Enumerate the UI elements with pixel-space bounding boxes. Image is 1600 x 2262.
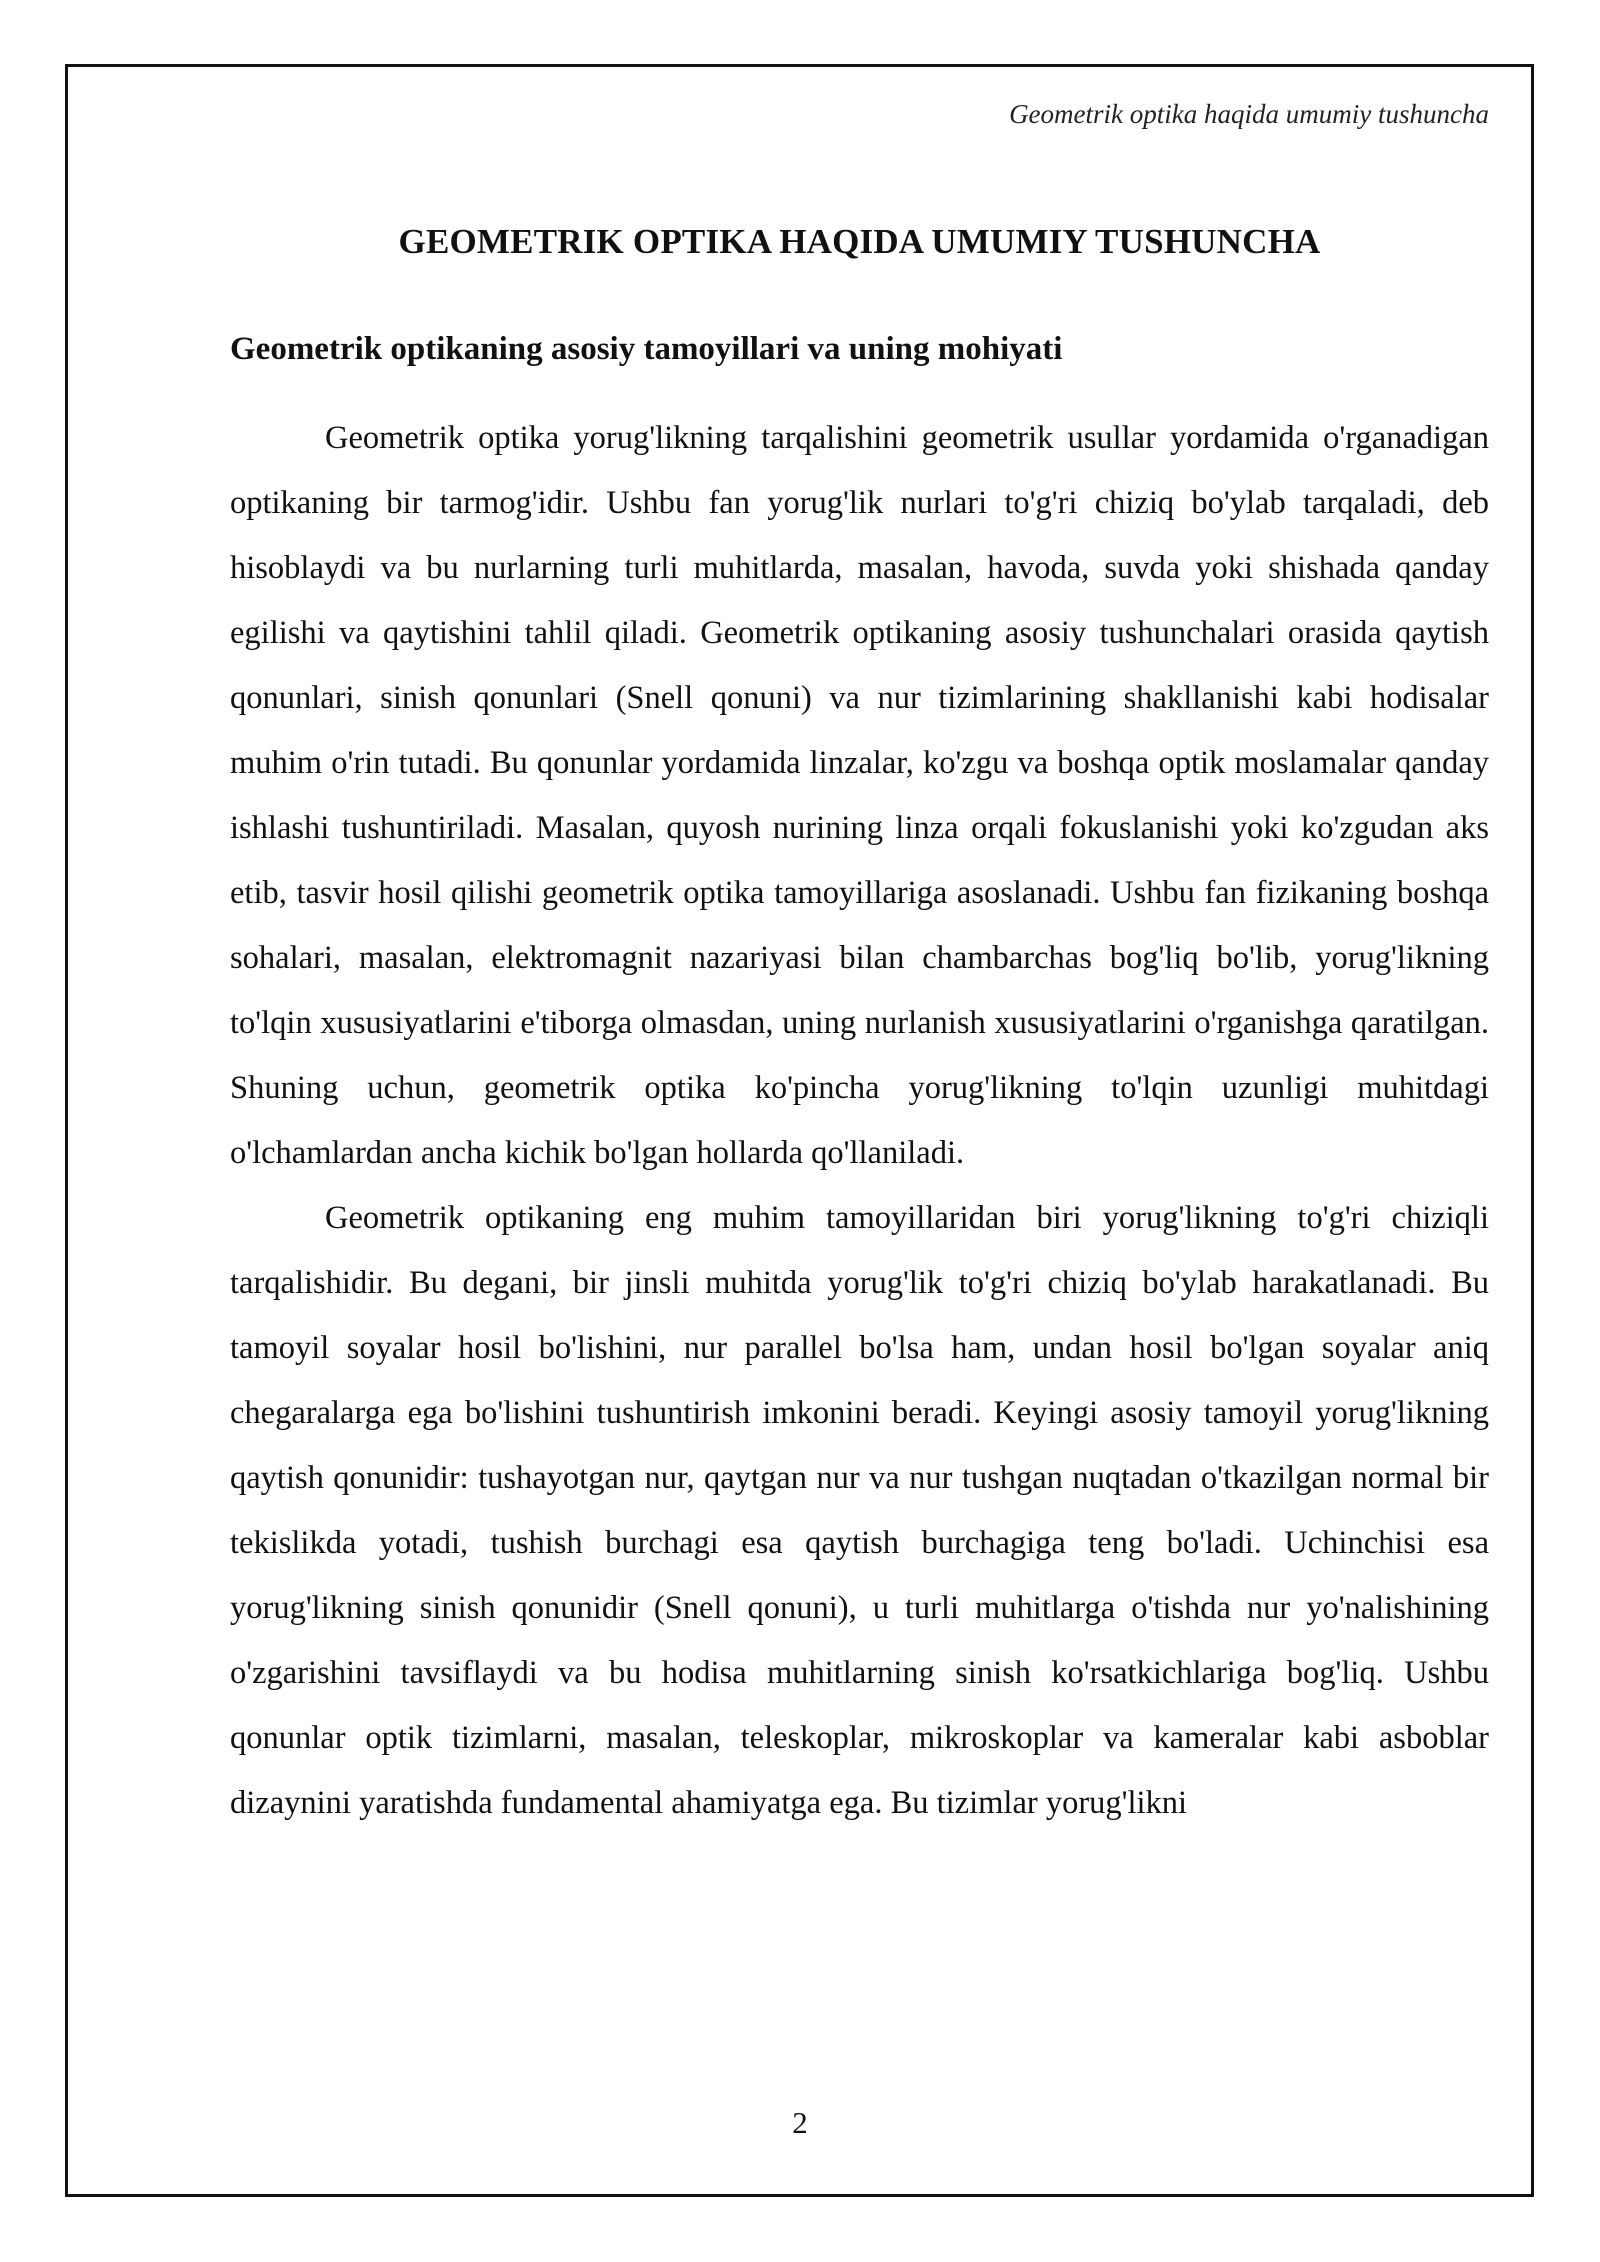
page-number: 2 (792, 2105, 808, 2140)
body-text (230, 406, 1489, 1836)
section-heading: Geometrik optikaning asosiy tamoyillari va uning mohiyati (230, 331, 1063, 367)
paragraph-2: Geometrik optikaning eng muhim tamoyillaridan biri yorug'likning to'g'ri chiziqli tarqalishidir. Bu degani, bir jinsli muhitda yorug'lik to'g'ri chiziq bo'ylab harakatlanadi. Bu tamoyil soyalar hosil bo'lishini, nur parallel bo'lsa ham, undan hosil bo'lgan soyalar aniq chegaralarga ega bo'lishini tushuntirish imkonini beradi. Keyingi asosiy tamoyil yorug'likning qaytish qonunidir: tushayotgan nur, qaytgan nur va nur tushgan nuqtadan o'tkazilgan normal bir tekislikda yotadi, tushish burchagi esa qaytish burchagiga teng bo'ladi. Uchinchisi esa yorug'likning sinish qonunidir (Snell qonuni), u turli muhitlarga o'tishda nur yo'nalishining o'zgarishini tavsiflaydi va bu hodisa muhitlarning sinish ko'rsatkichlariga bog'liq. Ushbu qonunlar optik tizimlarni, masalan, teleskoplar, mikroskoplar va kameralar kabi asboblar dizaynini yaratishda fundamental ahamiyatga ega. Bu tizimlar yorug'likni (230, 1200, 1489, 1821)
document-title: GEOMETRIK OPTIKA HAQIDA UMUMIY TUSHUNCHA (398, 222, 1321, 261)
paragraph-1: Geometrik optika yorug'likning tarqalishini geometrik usullar yordamida o'rganadigan optikaning bir tarmog'idir. Ushbu fan yorug'lik nurlari to'g'ri chiziq bo'ylab tarqaladi, deb hisoblaydi va bu nurlarning turli muhitlarda, masalan, havoda, suvda yoki shishada qanday egilishi va qaytishini tahlil qiladi. Geometrik optikaning asosiy tushunchalari orasida qaytish qonunlari, sinish qonunlari (Snell qonuni) va nur tizimlarining shakllanishi kabi hodisalar muhim o'rin tutadi. Bu qonunlar yordamida linzalar, ko'zgu va boshqa optik moslamalar qanday ishlashi tushuntiriladi. Masalan, quyosh nurining linza orqali fokuslanishi yoki ko'zgudan aks etib, tasvir hosil qilishi geometrik optika tamoyillariga asoslanadi. Ushbu fan fizikaning boshqa sohalari, masalan, elektromagnit nazariyasi bilan chambarchas bog'liq bo'lib, yorug'likning to'lqin xususiyatlarini e'tiborga olmasdan, uning nurlanish xususiyatlarini o'rganishga qaratilgan. Shuning uchun, geometrik optika ko'pincha yorug'likning to'lqin uzunligi muhitdagi o'lchamlardan ancha kichik bo'lgan hollarda qo'llaniladi. (230, 420, 1489, 1171)
running-header: Geometrik optika haqida umumiy tushuncha (1009, 99, 1489, 129)
